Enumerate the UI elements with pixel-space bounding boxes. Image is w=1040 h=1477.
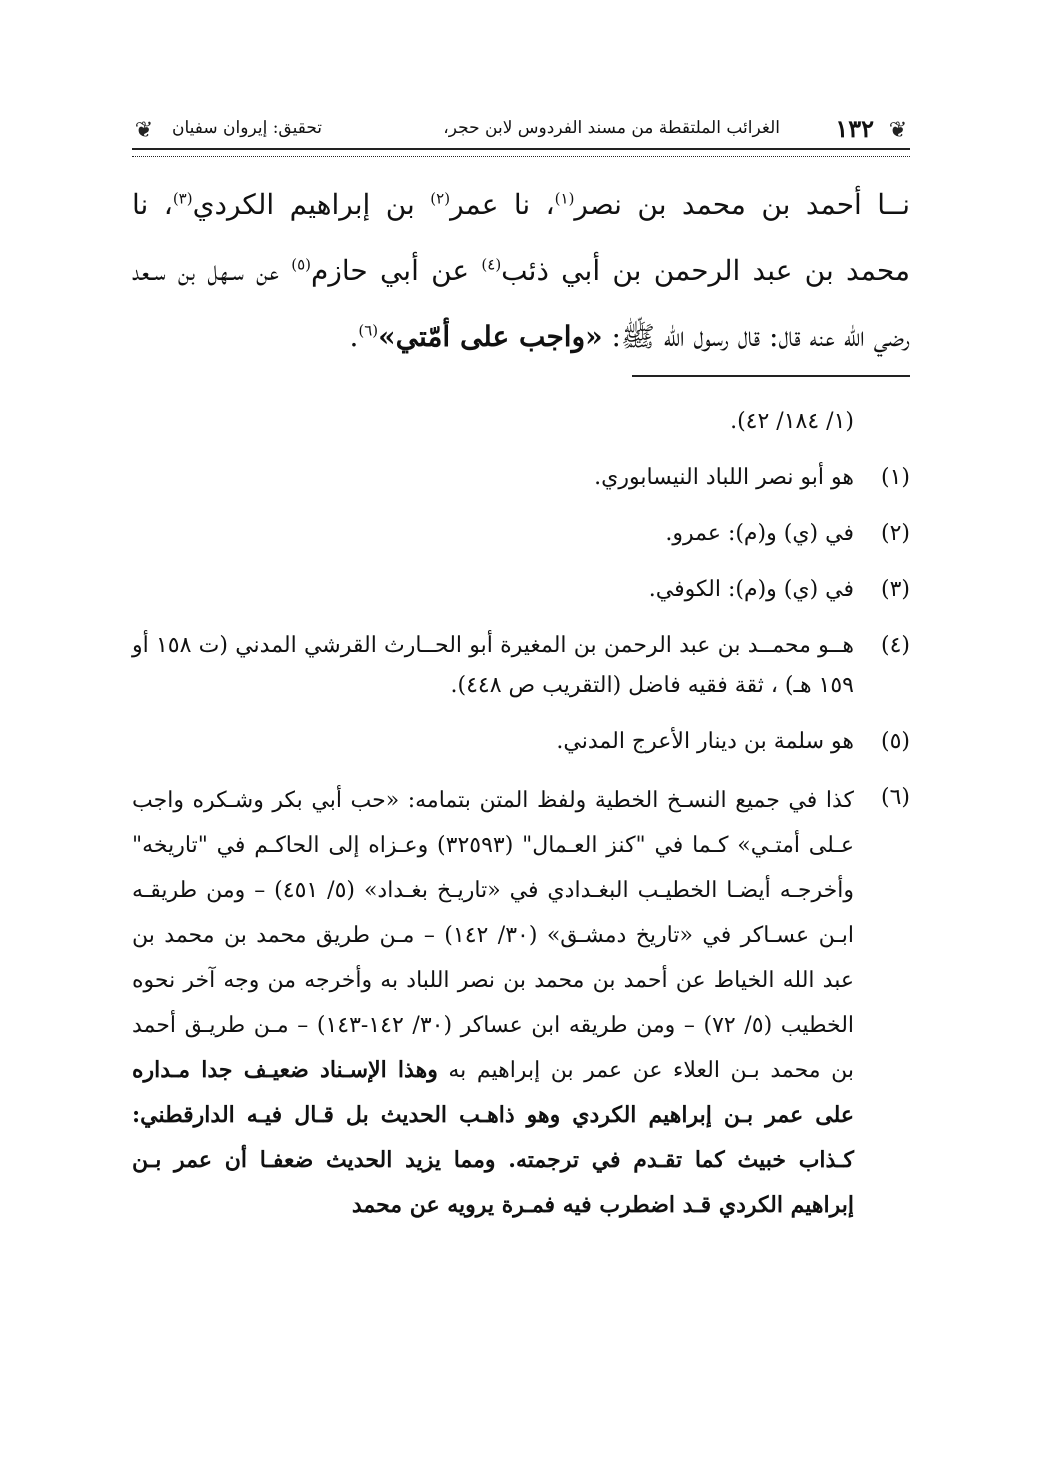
main-text (132, 172, 910, 370)
footnote-ref: (٢) (430, 189, 451, 208)
footnote-ref: (٣) (172, 189, 193, 208)
isnad-part: نــا أحمد بن محمد بن نصر (574, 188, 910, 221)
footnote-text: هو سلمة بن دينار الأعرج المدني. (556, 729, 854, 754)
footnote-text: هو أبو نصر اللباد النيسابوري. (594, 465, 854, 490)
floral-ornament-icon: ❦ (134, 118, 154, 143)
footnote (132, 626, 910, 706)
footnote-number: (٦) (880, 785, 910, 810)
footnote (132, 570, 910, 610)
source-reference: (١/ ١٨٤/ ٤٢). (730, 409, 854, 434)
footnote (132, 458, 910, 498)
page-number: ١٣٢ (835, 114, 874, 143)
footnote-text: في (ي) و(م): عمرو. (665, 521, 854, 546)
footnote-ref: (١) (554, 189, 575, 208)
footnote-ref: (٤) (481, 255, 502, 274)
footnote-number: (٥) (880, 729, 910, 754)
footnote-ref: (٦) (358, 321, 379, 340)
footnote (132, 722, 910, 762)
header-rule (132, 148, 910, 157)
isnad-part: ، نا محمد بن عبد الرحمن بن أبي ذئب (132, 188, 910, 287)
footnote-text-part: كذا في جميع النسـخ الخطية ولفظ المتن بتمامه: «حب أبي بكر وشـكره واجب عـلى أمتـي» كـما في "كنز العـمال" (٣٢٥٩٣) وعـزاه إلى الحاكـم في "تاريخه" وأخرجـه أيضـا الخطيـب البغـدادي في «تاريـخ بغـداد» (٥/ ٤٥١) – ومن طريقـه ابـن عسـاكر في «تاريخ دمشـق» (٣٠/ ١٤٢) – مـن طريق محمد بن محمد بن عبد الله الخياط عن أحمد بن محمد بن نصر اللباد به وأخرجه من وجه آخر نحوه الخطيب (٥/ ٧٢) – ومن طريقه ابن عساكر (٣٠/ ١٤٢-١٤٣) – مـن طريـق أحمد بن محمد بـن العلاء عن عمر بن إبراهيم به (132, 788, 855, 1083)
running-title: الغرائب الملتقطة من مسند الفردوس لابن حجر، (443, 118, 780, 138)
isnad-part: ، نا عمر (450, 188, 555, 221)
footnote-text (132, 778, 854, 1228)
footnotes (132, 402, 910, 1244)
footnote-text-emphasis: وهذا الإسـناد ضعيـف جدا مـداره على عمر بـن إبراهيم الكردي وهو ذاهـب الحديث بل قـال فيـه الدارقطني: كـذاب خبيث كما تقـدم في ترجمته. ومما يزيد الحديث ضعفـا أن عمر بـن إبراهيم الكردي قـد اضطرب فيه فمـرة يرويه عن محمد (132, 1057, 854, 1218)
footnote-text: في (ي) و(م): الكوفي. (648, 577, 854, 602)
footnote-separator (632, 375, 910, 377)
footnote (132, 514, 910, 554)
isnad-part: عن سـهل بن سـعد رضي الله عنه قال: قال رسول الله ﷺ: (132, 254, 910, 353)
isnad-part: بن إبراهيم الكردي (192, 188, 431, 221)
end-punctuation: . (349, 320, 359, 353)
running-author: تحقيق: إيروان سفيان (172, 118, 323, 138)
footnote-number: (٤) (880, 633, 910, 658)
footnote (132, 778, 910, 1228)
hadith-text: «واجب على أمّتي» (378, 320, 603, 353)
footnote-number: (٢) (880, 521, 910, 546)
footnote-ref: (٥) (291, 255, 311, 274)
page-header (132, 108, 910, 148)
isnad-part: عن أبي حازم (310, 254, 482, 287)
footnote-number: (٣) (880, 577, 910, 602)
footnote-text: هــو محمــد بن عبد الرحمن بن المغيرة أبو الحــارث القرشي المدني (ت ١٥٨ أو ١٥٩ هـ) ، ثقة فقيه فاضل (التقريب ص ٤٤٨). (132, 633, 854, 698)
floral-ornament-icon: ❦ (888, 118, 908, 143)
footnote-number: (١) (880, 465, 910, 490)
